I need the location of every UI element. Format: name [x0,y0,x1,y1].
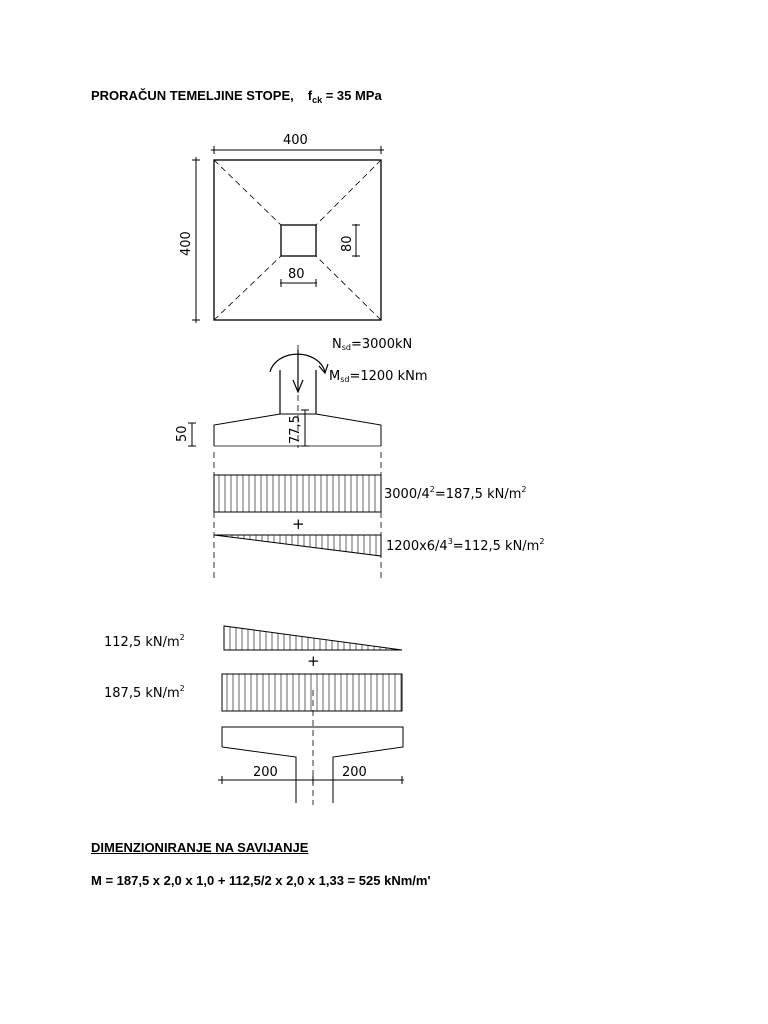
column-outline [281,225,316,256]
column-width-label: 80 [288,267,305,282]
cross-section [188,345,381,448]
plus-sign-lower: + [307,652,320,670]
moment-subscript: sd [340,375,350,384]
rect-exp: 2 [179,684,185,693]
bending-b: =112,5 kN/m [452,539,540,554]
uniform-exp-a: 2 [429,485,435,494]
moment-formula: M = 187,5 x 2,0 x 1,0 + 112,5/2 x 2,0 x 1,33 = 525 kNm/m' [91,873,431,888]
triangle-load-label [104,633,185,650]
axial-force-label [332,337,412,352]
fck-subscript: ck [312,95,323,105]
uniform-exp-b: 2 [521,485,527,494]
bending-pressure-wedge [214,535,381,556]
fck-value: = 35 MPa [322,88,382,103]
plus-sign-upper: + [292,515,305,533]
uniform-pressure-label [384,485,526,502]
uniform-b: =187,5 kN/m [434,487,522,502]
moment-label [329,369,428,384]
triangle-label-text: 112,5 kN/m [104,635,180,650]
plan-view [192,146,384,323]
right-span-label: 200 [342,765,367,780]
bending-pressure-label [386,537,544,554]
plan-height-label: 400 [179,231,194,256]
axial-subscript: sd [341,343,351,352]
uniform-a: 3000/4 [384,487,430,502]
plan-width-label: 400 [283,133,308,148]
triangle-exp: 2 [179,633,185,642]
moment-value: =1200 kNm [349,369,428,384]
rect-label-text: 187,5 kN/m [104,686,180,701]
axial-symbol: N [332,337,342,352]
bending-exp-b: 2 [539,537,545,546]
uniform-load-block [222,674,402,711]
center-thickness-label: 77,5 [288,415,303,444]
rect-load-label [104,684,185,701]
footing-profile-lower [222,727,403,803]
bending-exp-a: 3 [447,537,453,546]
fck-symbol: f [307,88,313,103]
uniform-pressure-block [214,475,381,512]
left-span-label: 200 [253,765,278,780]
moment-symbol: M [329,369,341,384]
column-height-label: 80 [340,235,355,252]
bending-a: 1200x6/4 [386,539,448,554]
axial-value: =3000kN [350,337,413,352]
edge-thickness-label: 50 [175,425,190,442]
section-heading: DIMENZIONIRANJE NA SAVIJANJE [91,840,309,855]
title-text: PRORAČUN TEMELJINE STOPE, [91,88,294,103]
triangular-load [224,626,402,650]
